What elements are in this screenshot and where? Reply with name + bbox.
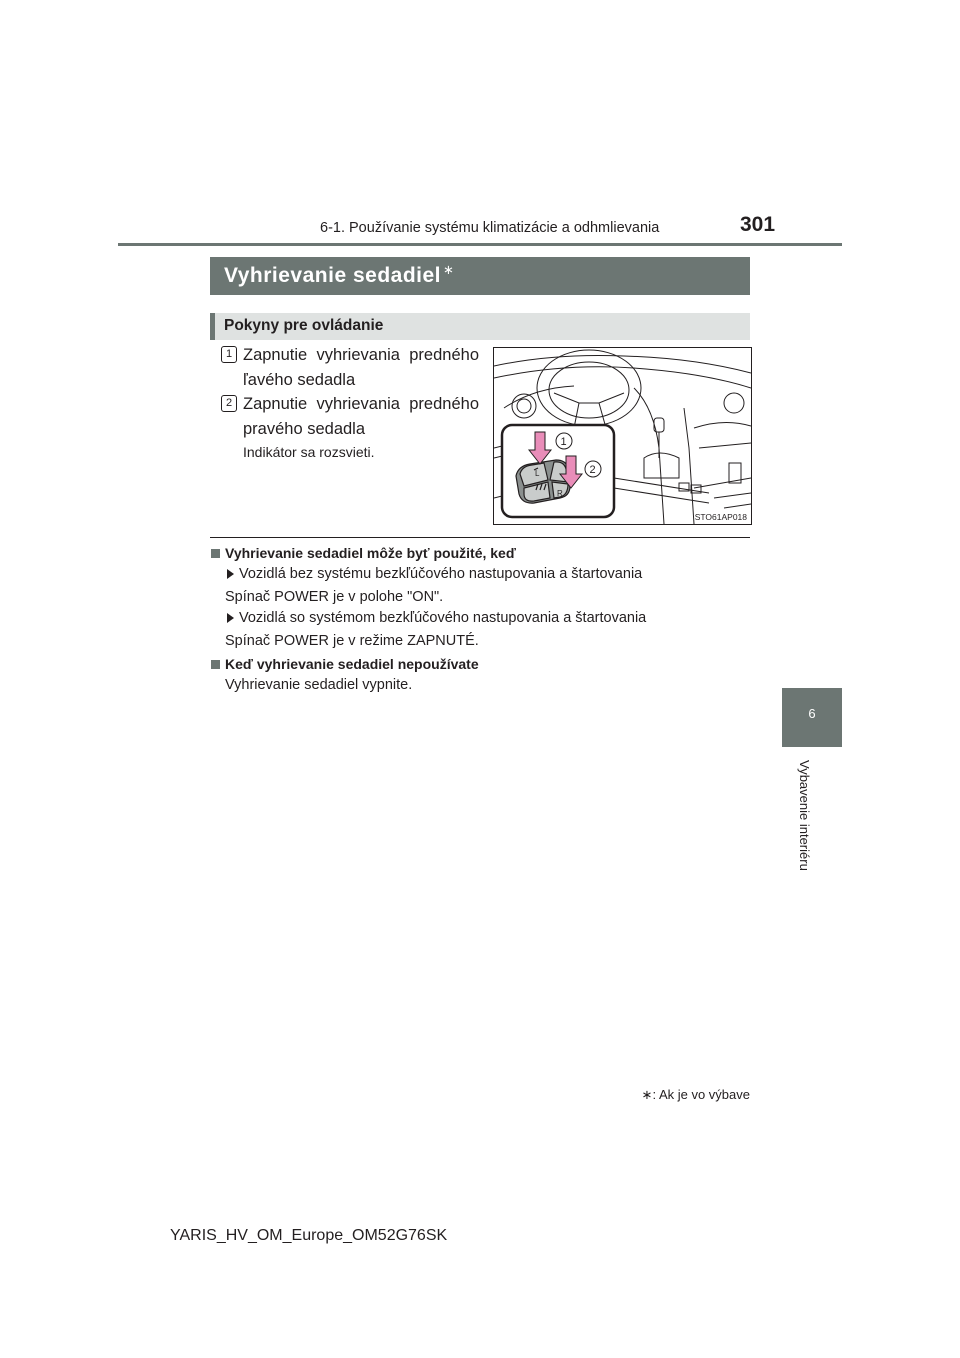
document-footer: YARIS_HV_OM_Europe_OM52G76SK bbox=[170, 1227, 448, 1244]
note-heading: Vyhrievanie sedadiel môže byť použité, keď bbox=[211, 545, 516, 561]
callout-number: 1 bbox=[560, 436, 567, 448]
page-number: 301 bbox=[740, 213, 776, 236]
step-number-badge: 1 bbox=[221, 346, 237, 363]
step-note: Indikátor sa rozsvieti. bbox=[243, 444, 375, 460]
switch-left-letter: L bbox=[535, 469, 540, 478]
note-text: Spínač POWER je v režime ZAPNUTÉ. bbox=[225, 633, 479, 649]
square-bullet-icon bbox=[211, 660, 220, 669]
subheading-bar bbox=[210, 313, 750, 340]
triangle-bullet-icon bbox=[227, 569, 234, 579]
subheading: Pokyny pre ovládanie bbox=[224, 317, 384, 334]
subheading-accent bbox=[210, 313, 215, 340]
step-text: Zapnutie vyhrievania predného pravého sedadla bbox=[243, 395, 479, 438]
title-asterisk: ∗ bbox=[443, 262, 455, 277]
note-heading: Keď vyhrievanie sedadiel nepoužívate bbox=[211, 656, 479, 672]
chapter-label: Vybavenie interiéru bbox=[797, 760, 812, 871]
title-bar bbox=[210, 257, 750, 295]
figure-code: STO61AP018 bbox=[694, 512, 747, 522]
note-text: Spínač POWER je v polohe "ON". bbox=[225, 589, 444, 605]
page-title: Vyhrievanie sedadiel ∗ bbox=[224, 262, 455, 287]
chapter-tab: 6 bbox=[782, 688, 842, 747]
note-bullet: Vozidlá bez systému bezkľúčového nastupovania a štartovania bbox=[227, 566, 642, 582]
switch-right-letter: R bbox=[557, 489, 563, 498]
seat-heater-illustration bbox=[493, 347, 752, 525]
callout-number: 2 bbox=[589, 464, 596, 476]
triangle-bullet-icon bbox=[227, 613, 234, 623]
square-bullet-icon bbox=[211, 549, 220, 558]
step-text: Zapnutie vyhrievania predného ľavého sedadla bbox=[243, 346, 479, 389]
footnote-symbol: ∗ bbox=[641, 1087, 653, 1102]
dashboard-drawing bbox=[494, 348, 751, 524]
header-rule bbox=[118, 243, 842, 246]
note-bullet: Vozidlá so systémom bezkľúčového nastupovania a štartovania bbox=[227, 610, 646, 626]
footnote: ∗: Ak je vo výbave bbox=[641, 1087, 750, 1102]
note-text: Vyhrievanie sedadiel vypnite. bbox=[225, 677, 413, 693]
section-header: 6-1. Používanie systému klimatizácie a odhmlievania bbox=[320, 220, 660, 236]
step-number-badge: 2 bbox=[221, 395, 237, 412]
section-separator bbox=[210, 537, 750, 538]
